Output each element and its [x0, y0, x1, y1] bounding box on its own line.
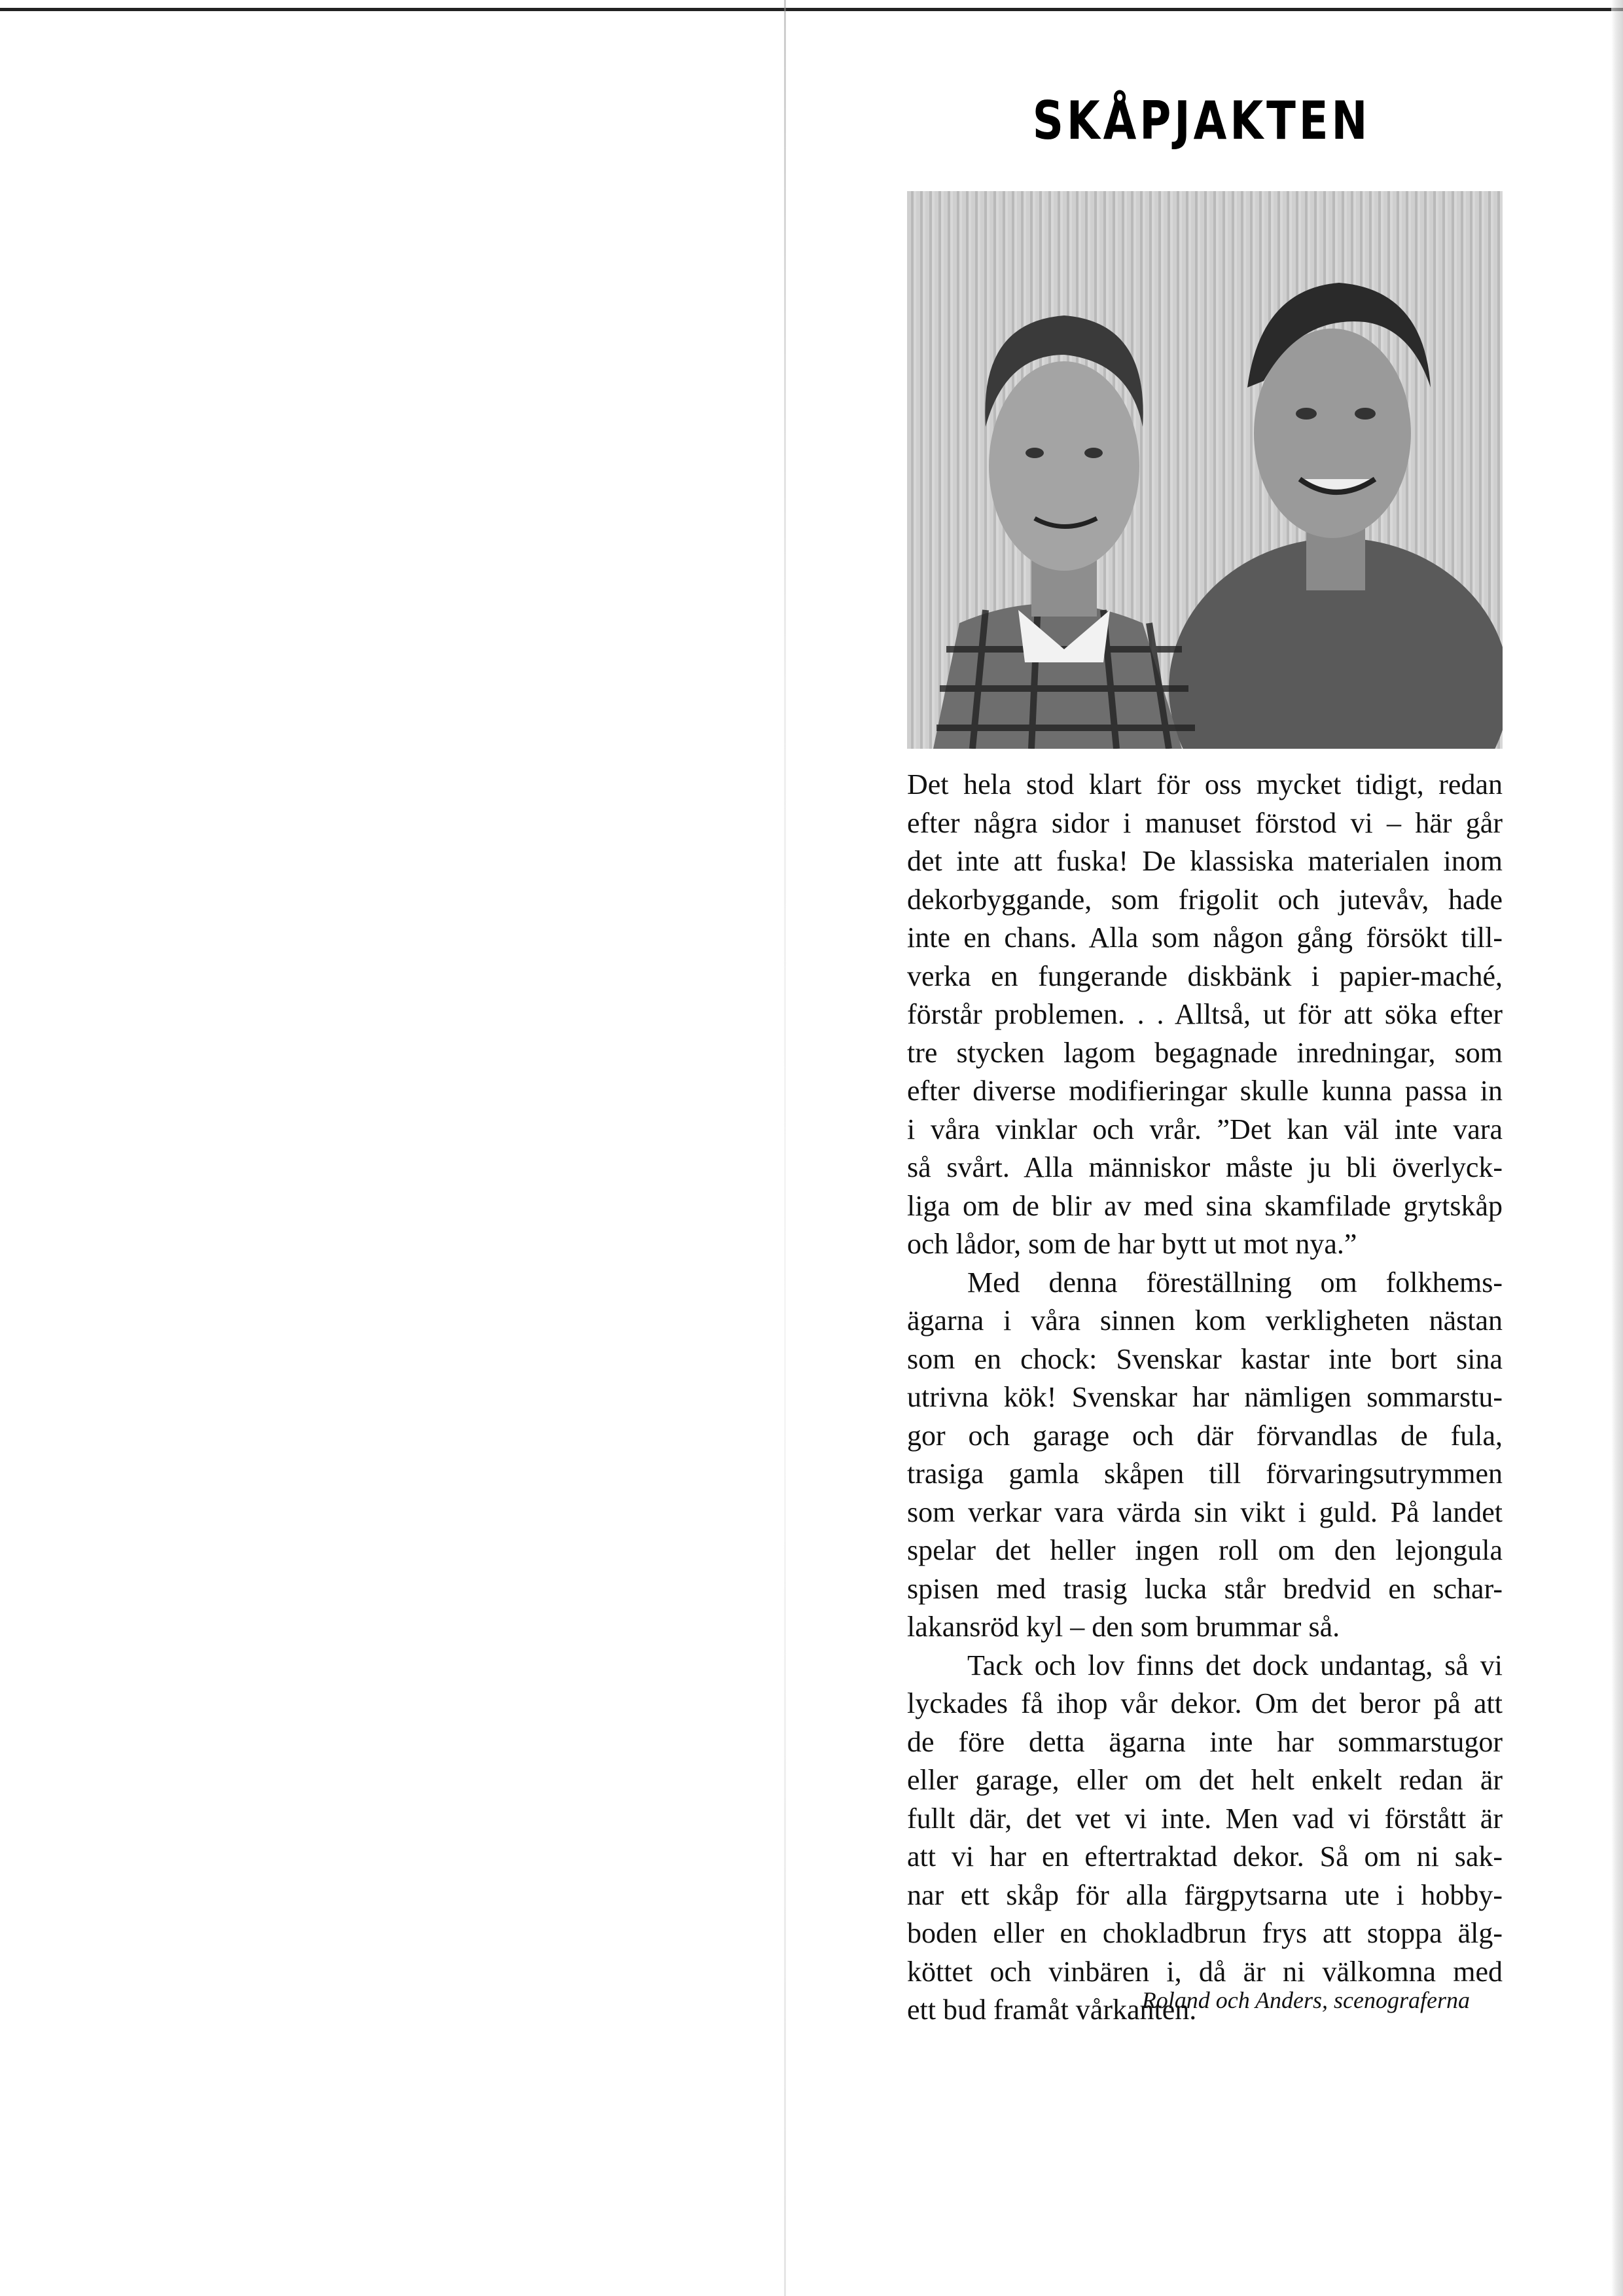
body-line: Tack och lov finns det dock undantag, så vi [967, 1649, 1503, 1681]
body-line: Det hela stod klart för oss mycket tidigt, redan [907, 768, 1503, 800]
body-line: i våra vinklar och vrår. ”Det kan väl inte vara [907, 1113, 1503, 1145]
body-line: inte en chans. Alla som någon gång försökt till- [907, 922, 1503, 954]
body-line: förstår problemen. . . Alltså, ut för att söka efter [907, 998, 1503, 1030]
page-top-edge [0, 8, 1623, 11]
body-line: efter några sidor i manuset förstod vi – här går [907, 806, 1503, 839]
body-line: lyckades få ihop vår dekor. Om det beror på att [907, 1687, 1503, 1719]
body-line: och lådor, som de har bytt ut mot nya.” [907, 1228, 1357, 1260]
article-body [907, 766, 1503, 2030]
body-line: ägarna i våra sinnen kom verkligheten nästan [907, 1304, 1503, 1336]
body-line: som en chock: Svenskar kastar inte bort sina [907, 1342, 1503, 1375]
body-line: Med denna föreställning om folkhems- [967, 1266, 1503, 1299]
body-line: så svårt. Alla människor måste ju bli överlyck- [907, 1151, 1503, 1183]
body-line: gor och garage och där förvandlas de fula, [907, 1419, 1503, 1452]
portrait-photo [907, 191, 1503, 749]
body-line: ett bud framåt vårkanten. [907, 1994, 1197, 2026]
article-title: SKÅPJAKTEN [1032, 90, 1371, 151]
body-line: fullt där, det vet vi inte. Men vad vi förstått är [907, 1802, 1503, 1835]
body-line: liga om de blir av med sina skamfilade grytskåp [907, 1189, 1503, 1222]
body-line: de före detta ägarna inte har sommarstugor [907, 1725, 1503, 1758]
body-line: utrivna kök! Svenskar har nämligen sommarstu- [907, 1381, 1503, 1413]
body-line: att vi har en eftertraktad dekor. Så om ni sak- [907, 1840, 1503, 1873]
body-line: det inte att fuska! De klassiska materialen inom [907, 845, 1503, 877]
body-line: tre stycken lagom begagnade inredningar, som [907, 1036, 1503, 1069]
body-line: trasiga gamla skåpen till förvaringsutrymmen [907, 1458, 1503, 1490]
body-line: lakansröd kyl – den som brummar så. [907, 1611, 1340, 1643]
body-line: efter diverse modifieringar skulle kunna passa in [907, 1075, 1503, 1107]
page-right-edge [1611, 0, 1623, 2296]
article-signature: Roland och Anders, scenograferna [1141, 1987, 1470, 2013]
body-line: spisen med trasig lucka står bredvid en schar- [907, 1572, 1503, 1605]
portrait-illustration [907, 191, 1503, 749]
page-spine [784, 0, 786, 2296]
body-line: köttet och vinbären i, då är ni välkomna med [907, 1955, 1503, 1988]
body-line: dekorbyggande, som frigolit och jutevåv, hade [907, 883, 1503, 916]
body-line: som verkar vara värda sin vikt i guld. På landet [907, 1496, 1503, 1528]
body-line: nar ett skåp för alla färgpytsarna ute i hobby- [907, 1878, 1503, 1911]
body-line: eller garage, eller om det helt enkelt redan är [907, 1764, 1503, 1796]
body-line: verka en fungerande diskbänk i papier-maché, [907, 960, 1503, 992]
body-line: spelar det heller ingen roll om den lejongula [907, 1534, 1503, 1566]
body-line: boden eller en chokladbrun frys att stoppa älg- [907, 1917, 1503, 1949]
